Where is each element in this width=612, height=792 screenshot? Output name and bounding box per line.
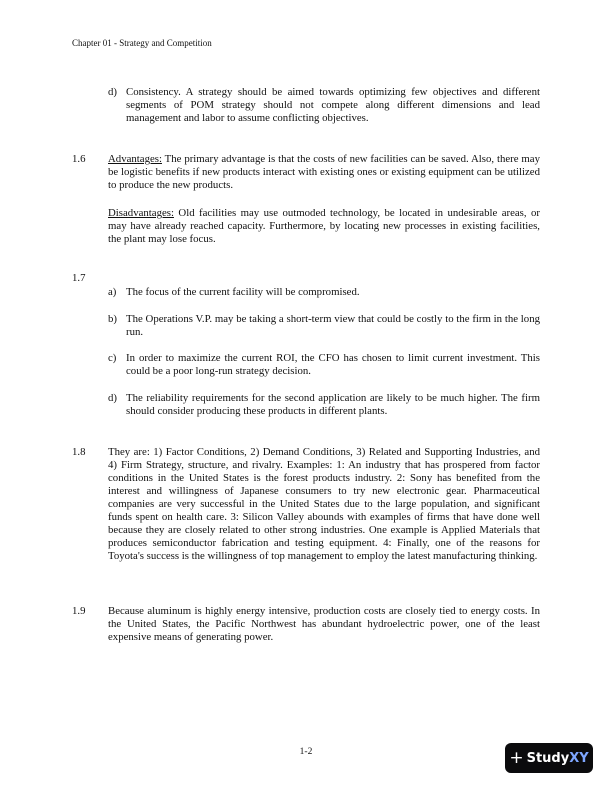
advantages-paragraph [108,153,540,192]
page-header: Chapter 01 - Strategy and Competition [72,38,212,48]
list-item-text: Consistency. A strategy should be aimed towards optimizing few objectives and different segments of POM strategy should not compete along different dimensions and lead management and labor to assume conflicting objectives. [126,86,540,124]
list-item-text: The focus of the current facility will be compromised. [126,286,360,298]
list-marker: c) [108,352,117,364]
list-marker: b) [108,313,117,325]
disadvantages-label: Disadvantages: [108,207,174,219]
disadvantages-text: Old facilities may use outmoded technology, be located in undesirable areas, or may have already reached capacity. Furthermore, by locating new processes in existing facilities, the plant may lose focus. [108,207,540,245]
list-item-a [108,286,540,299]
question-number-1-9: 1.9 [72,605,86,617]
question-number-1-7: 1.7 [72,272,86,284]
list-marker: d) [108,392,117,404]
list-item-text: The reliability requirements for the second application are likely to be much higher. The firm should consider producing these products in different plants. [126,392,540,417]
consistency-item [108,86,540,125]
list-item-d [108,392,540,418]
list-item-c [108,352,540,378]
answer-1-8: They are: 1) Factor Conditions, 2) Demand Conditions, 3) Related and Supporting Industries, and 4) Firm Strategy, structure, and rivalry. Examples: 1: An industry that has prospered from factor conditions in the United States is the forest products industry. 2: Sony has benefited from the interest and willingness of Japanese consumers to try new electronic gear. Pharmaceutical companies are very successful in the United States due to the large population, and significant funds spent on health care. 3: Silicon Valley abounds with examples of firms that have done well because they are closely related to other strong industries. One example is Applied Materials that produces semiconductor fabrication and testing equipment. 4: Finally, one of the reasons for Toyota's success is the willingness of top management to employ the latest manufacturing thinking. [108,446,540,562]
list-marker: a) [108,286,117,298]
list-item-text: In order to maximize the current ROI, the CFO has chosen to limit current investment. This could be a poor long-run strategy decision. [126,352,540,377]
brand-name: StudyXY [526,750,589,766]
question-number-1-6: 1.6 [72,153,86,165]
list-marker: d) [108,86,117,98]
disadvantages-paragraph [108,207,540,246]
list-item-b [108,313,540,339]
page-number: 1-2 [299,747,313,757]
answer-1-9: Because aluminum is highly energy intensive, production costs are closely tied to energy costs. In the United States, the Pacific Northwest has abundant hydroelectric power, one of the least expensive means of generating power. [108,605,540,643]
advantages-label: Advantages: [108,153,162,165]
studyxy-logo[interactable] [505,743,593,773]
list-item-text: The Operations V.P. may be taking a short-term view that could be costly to the firm in the long run. [126,313,540,338]
plus-icon: + [509,747,524,768]
question-number-1-8: 1.8 [72,446,86,458]
advantages-text: The primary advantage is that the costs of new facilities can be saved. Also, there may be logistic benefits if new products interact with existing ones or existing equipment can be utilized to produce the new products. [108,153,540,191]
